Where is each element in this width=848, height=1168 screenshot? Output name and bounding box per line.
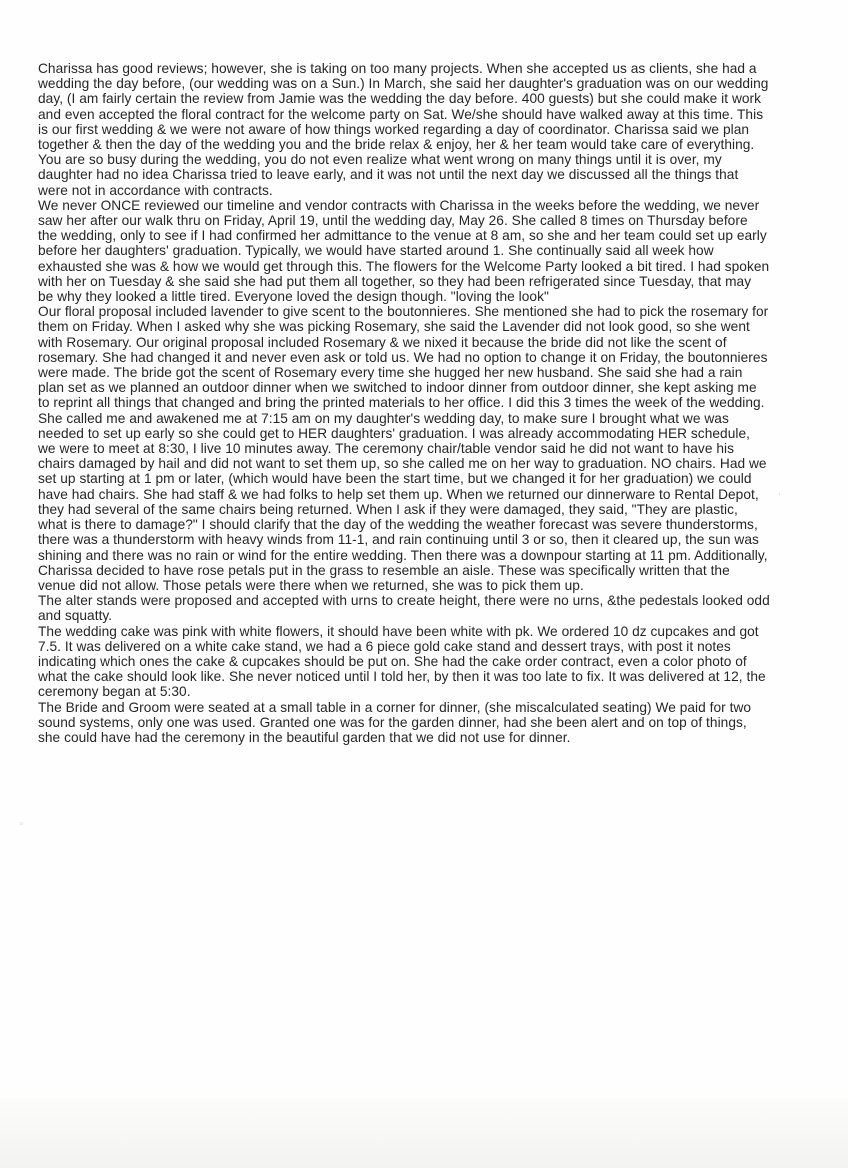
scan-speck-right: · (778, 490, 781, 500)
paragraph-timeline-not-reviewed: We never ONCE reviewed our timeline and vendor contracts with Charissa in the weeks before the wedding, we never saw her after our walk thru on Friday, April 19, until the wedding day, May 26. She called 8 times on Thursday before the wedding, only to see if I had confirmed her admittance to the venue at 8 am, so she and her team could set up early before her daughters' graduation. Typically, we would have started around 1. She continually said all week how exhausted she was & how we would get through this. The flowers for the Welcome Party looked a bit tired. I had spoken with her on Tuesday & she said she had put them all together, so they had been refrigerated since Tuesday, that may be why they looked a little tired. Everyone loved the design though. "loving the look" (38, 197, 770, 305)
paragraph-wedding-day-chairs: She called me and awakened me at 7:15 am on my daughter's wedding day, to make sure I brought what we was needed to set up early so she could get to HER daughters' graduation. I was already accommodating HER schedule, we were to meet at 8:30, I live 10 minutes away. The ceremony chair/table vendor said he did not want to have his chairs damaged by hail and did not want to set them up, so she called me on her way to graduation. NO chairs. Had we set up starting at 1 pm or later, (which would have been the start time, but we changed it for her graduation) we could have had chairs. She had staff & we had folks to help set them up. When we returned our dinnerware to Rental Depot, they had several of the same chairs being returned. When I ask if they were damaged, they said, "They are plastic, what is there to damage?" I should clarify that the day of the wedding the weather forecast was severe thunderstorms, there was a thunderstorm with heavy winds from 11-1, and rain continuing until 3 or so, then it cleared up, the sun was shining and there was no rain or wind for the entire wedding. Then there was a downpour starting at 11 pm. Additionally, Charissa decided to have rose petals put in the grass to resemble an aisle. These was specifically written that the venue did not allow. Those petals were there when we returned, she was to pick them up. (38, 410, 768, 593)
scan-bottom-shade (0, 1098, 848, 1168)
paragraph-coordinator-overbooked: Charissa has good reviews; however, she is taking on too many projects. When she accepted us as clients, she had a wedding the day before, (our wedding was on a Sun.) In March, she said her daughter's graduation was on our wedding day, (I am fairly certain the review from Jamie was the wedding the day before. 400 guests) but she could make it work and even accepted the floral contract for the welcome party on Sat. We/she should have walked away at this time. This is our first wedding & we were not aware of how things worked regarding a day of coordinator. Charissa said we plan together & then the day of the wedding you and the bride relax & enjoy, her & her team would take care of everything. You are so busy during the wedding, you do not even realize what went wrong on many things until it is over, my daughter had no idea Charissa tried to leave early, and it was not until the next day we discussed all the things that were not in accordance with contracts. (38, 61, 769, 198)
review-text-body (38, 61, 770, 745)
scan-speck-left: ◦ (19, 820, 25, 830)
paragraph-alter-stands: The alter stands were proposed and accepted with urns to create height, there were no urns, &the pedestals looked odd and squatty. (38, 593, 770, 624)
paragraph-floral-boutonnieres: Our floral proposal included lavender to give scent to the boutonnieres. She mentioned she had to pick the rosemary for them on Friday. When I asked why she was picking Rosemary, she said the Lavender did not look good, so she went with Rosemary. Our original proposal included Rosemary & we nixed it because the bride did not like the scent of rosemary. She had changed it and never even ask or told us. We had no option to change it on Friday, the boutonnieres were made. The bride got the scent of Rosemary every time she hugged her new husband. She said she had a rain plan set as we planned an outdoor dinner when we switched to indoor dinner from outdoor dinner, she kept asking me to reprint all things that changed and bring the printed materials to her office. I did this 3 times the week of the wedding. (38, 304, 769, 411)
paragraph-seating-sound: The Bride and Groom were seated at a small table in a corner for dinner, (she miscalculated seating) We paid for two sound systems, only one was used. Granted one was for the garden dinner, had she been alert and on top of things, she could have had the ceremony in the beautiful garden that we did not use for dinner. (38, 699, 752, 745)
paragraph-wedding-cake: The wedding cake was pink with white flowers, it should have been white with pk. We ordered 10 dz cupcakes and got 7.5. It was delivered on a white cake stand, we had a 6 piece gold cake stand and dessert trays, with post it notes indicating which ones the cake & cupcakes should be put on. She had the cake order contract, even a color photo of what the cake should look like. She never noticed until I told her, by then it was too late to fix. It was delivered at 12, the ceremony began at 5:30. (38, 623, 766, 700)
